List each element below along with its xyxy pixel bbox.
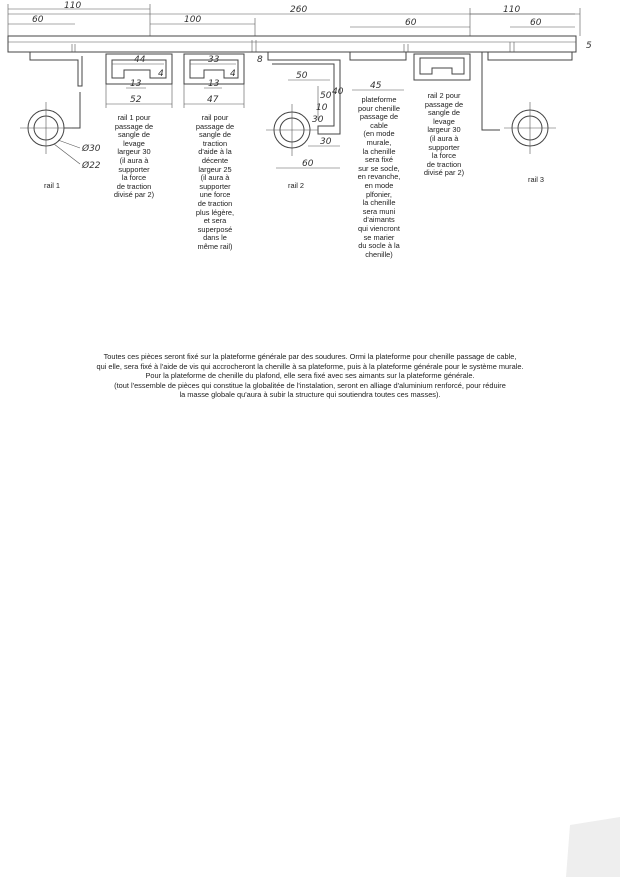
dim-260-text: 260: [290, 5, 308, 15]
rail-1-description-line: sangle de: [117, 130, 151, 140]
assembly-note-line: Toutes ces pièces seront fixé sur la plateforme générale par des soudures. Ormi la plateforme pour chenille passage de cable,: [103, 352, 517, 361]
dia-22-text: Ø22: [82, 161, 101, 171]
cable-platform-description-line: qui viencront: [358, 223, 400, 233]
rail-2-description-line: largeur 30: [427, 125, 461, 135]
dim-52-text: 52: [130, 95, 142, 105]
rail-2-profile: [266, 52, 344, 169]
dim-13-text: 13: [130, 79, 142, 89]
dim-rail25-h-text: 4: [230, 69, 236, 79]
cable-platform-plate: [350, 52, 406, 60]
rail-2-channel: [414, 54, 470, 80]
cable-platform-description-line: plateforme: [361, 95, 397, 104]
rail-1-leader-22: [54, 144, 80, 164]
cable-platform-description-line: sera fixé: [365, 155, 393, 165]
assembly-note-line: (tout l'essemble de pièces qui constitue la globalitée de l'instalation, seront en alliage d'aluminium renforcé, pour réduire: [114, 380, 506, 390]
cable-platform-description-line: se marier: [363, 232, 395, 242]
dim-110-left-text: 110: [64, 1, 82, 11]
dim-50-top-text: 50: [296, 71, 308, 81]
rail-2-description-line: de traction: [426, 159, 462, 169]
cable-platform-description-line: sur se socle,: [358, 163, 400, 173]
dim-110-right-text: 110: [503, 5, 521, 15]
rail-3-arm: [482, 52, 500, 130]
rail-aide-description-line: une force: [199, 190, 231, 200]
dim-13b-text: 13: [208, 79, 220, 89]
dia-30-text: Ø30: [82, 144, 101, 154]
rail-1-description-line: la force: [121, 173, 147, 183]
rail-aide-description-line: traction: [202, 138, 228, 148]
cable-platform-description-line: en mode: [364, 180, 394, 190]
rail-aide-description: [184, 114, 246, 252]
assembly-note-line: la masse globale qu'aura à subir la structure qui soutiendra toutes ces masses).: [179, 390, 441, 400]
cable-platform-description: [348, 96, 410, 259]
scan-shadow-shape: [566, 817, 620, 877]
rail-aide-description-line: supporter: [199, 181, 231, 191]
rail-1-description-line: largeur 30: [117, 147, 151, 157]
rail-2-channel-inner: [420, 58, 464, 74]
dim-44-text: 44: [134, 55, 146, 65]
dim-30-v-text: 30: [312, 115, 324, 125]
rail-1-bracket: [30, 52, 82, 86]
rail-1-description-line: (il aura à: [119, 155, 149, 165]
dim-60-mid-text: 60: [405, 18, 417, 28]
rail-2-description-line: levage: [433, 116, 455, 126]
rail-aide-description-line: sangle de: [198, 130, 232, 140]
rail-1-description: [104, 114, 164, 200]
cable-platform-description-line: chenille): [365, 249, 393, 259]
rail-aide-description-line: passage de: [195, 121, 235, 131]
rail-1-description-line: levage: [123, 138, 145, 148]
rail-1-description-line: de traction: [116, 181, 152, 191]
rail-aide-channel: [184, 54, 263, 108]
rail-1-description-line: divisé par 2): [113, 190, 155, 200]
rail-aide-description-line: dans le: [203, 233, 227, 243]
top-dimensions: [8, 1, 580, 36]
rail-1-description-line: supporter: [118, 164, 150, 174]
cable-platform-description-line: pour chenille: [358, 103, 400, 113]
rail-1-description-line: passage de: [114, 121, 154, 131]
cable-platform-description-line: la chenille: [362, 198, 396, 208]
dim-30-h-text: 30: [320, 137, 332, 147]
dim-rail1-h-text: 4: [158, 69, 164, 79]
dim-40-text: 40: [332, 87, 344, 97]
cable-platform-description-line: en revanche,: [357, 172, 401, 182]
dim-47-text: 47: [207, 95, 219, 105]
dim-60-left-text: 60: [32, 15, 44, 25]
assembly-note-line: Pour la plateforme de chenille du plafond, elle sera fixé avec ses aimants sur la plateforme générale.: [145, 371, 475, 381]
rail-aide-description-line: rail pour: [201, 113, 229, 122]
rail-1-description-line: rail 1 pour: [117, 113, 151, 122]
rail-2-description-line: passage de: [424, 99, 464, 109]
cable-platform-description-line: d'aimants: [363, 215, 395, 225]
rail-1-arm: [64, 92, 80, 128]
rail-aide-description-line: même rail): [197, 241, 233, 251]
dim-50-v-text: 50: [320, 91, 332, 101]
dim-8-text: 8: [257, 55, 263, 65]
rail-1-label: rail 1: [43, 181, 61, 190]
rail-2-label: rail 2: [287, 181, 305, 190]
rail-aide-description-line: de traction: [197, 198, 233, 208]
rail-1-profile: [20, 52, 101, 171]
rail-aide-description-line: d'aide à la: [198, 147, 232, 157]
rail-aide-description-line: (il aura à: [200, 173, 230, 183]
rail-3-profile: [482, 52, 572, 154]
rail-2-description-line: sangle de: [427, 108, 461, 118]
rail-2-description-line: divisé par 2): [423, 168, 465, 178]
rail-aide-description-line: décente: [201, 155, 229, 165]
rail-3-bracket: [488, 52, 572, 60]
assembly-note-line: qui elle, sera fixé à l'aide de vis qui accrocheront la chenille à sa plateforme, puis à la plateforme générale pour le système murale.: [96, 361, 524, 371]
general-platform: [8, 36, 592, 52]
rail-2-description-line: rail 2 pour: [427, 91, 461, 100]
cable-platform-description-line: sera muni: [362, 206, 396, 216]
rail-aide-description-line: largeur 25: [198, 164, 232, 174]
rail-3-label: rail 3: [527, 175, 545, 184]
cable-platform-description-line: la chenille: [362, 146, 396, 156]
platform-bar: [8, 36, 576, 52]
dim-33-text: 33: [208, 55, 220, 65]
assembly-note: [40, 352, 580, 400]
cable-platform-description-line: plfonier,: [366, 189, 392, 199]
rail-2-description-line: la force: [431, 151, 457, 161]
dim-100-text: 100: [184, 15, 202, 25]
rail-2-description: [412, 92, 476, 178]
cable-platform-description-line: passage de: [359, 112, 399, 122]
rail-aide-description-line: plus légère,: [195, 207, 235, 217]
scan-shadow: [550, 807, 620, 877]
cable-platform-description-line: cable: [370, 120, 388, 130]
rail-2-description-line: (il aura à: [429, 133, 459, 143]
dim-10-text: 10: [316, 103, 328, 113]
rail-aide-description-line: et sera: [203, 216, 227, 226]
rail-2-description-line: supporter: [428, 142, 460, 152]
cable-platform-description-line: murale,: [366, 137, 392, 147]
rail-aide-description-line: superposé: [197, 224, 233, 234]
dim-45-text: 45: [370, 81, 382, 91]
platform-thickness-text: 5: [586, 41, 592, 51]
dim-60-text: 60: [302, 159, 314, 169]
rail-1-leader-30: [58, 140, 80, 148]
dim-60-right-text: 60: [530, 18, 542, 28]
rail-1-channel: [106, 54, 172, 108]
cable-platform: [350, 52, 406, 91]
cable-platform-description-line: du socle à la: [358, 241, 400, 251]
cable-platform-description-line: (en mode: [363, 129, 395, 139]
